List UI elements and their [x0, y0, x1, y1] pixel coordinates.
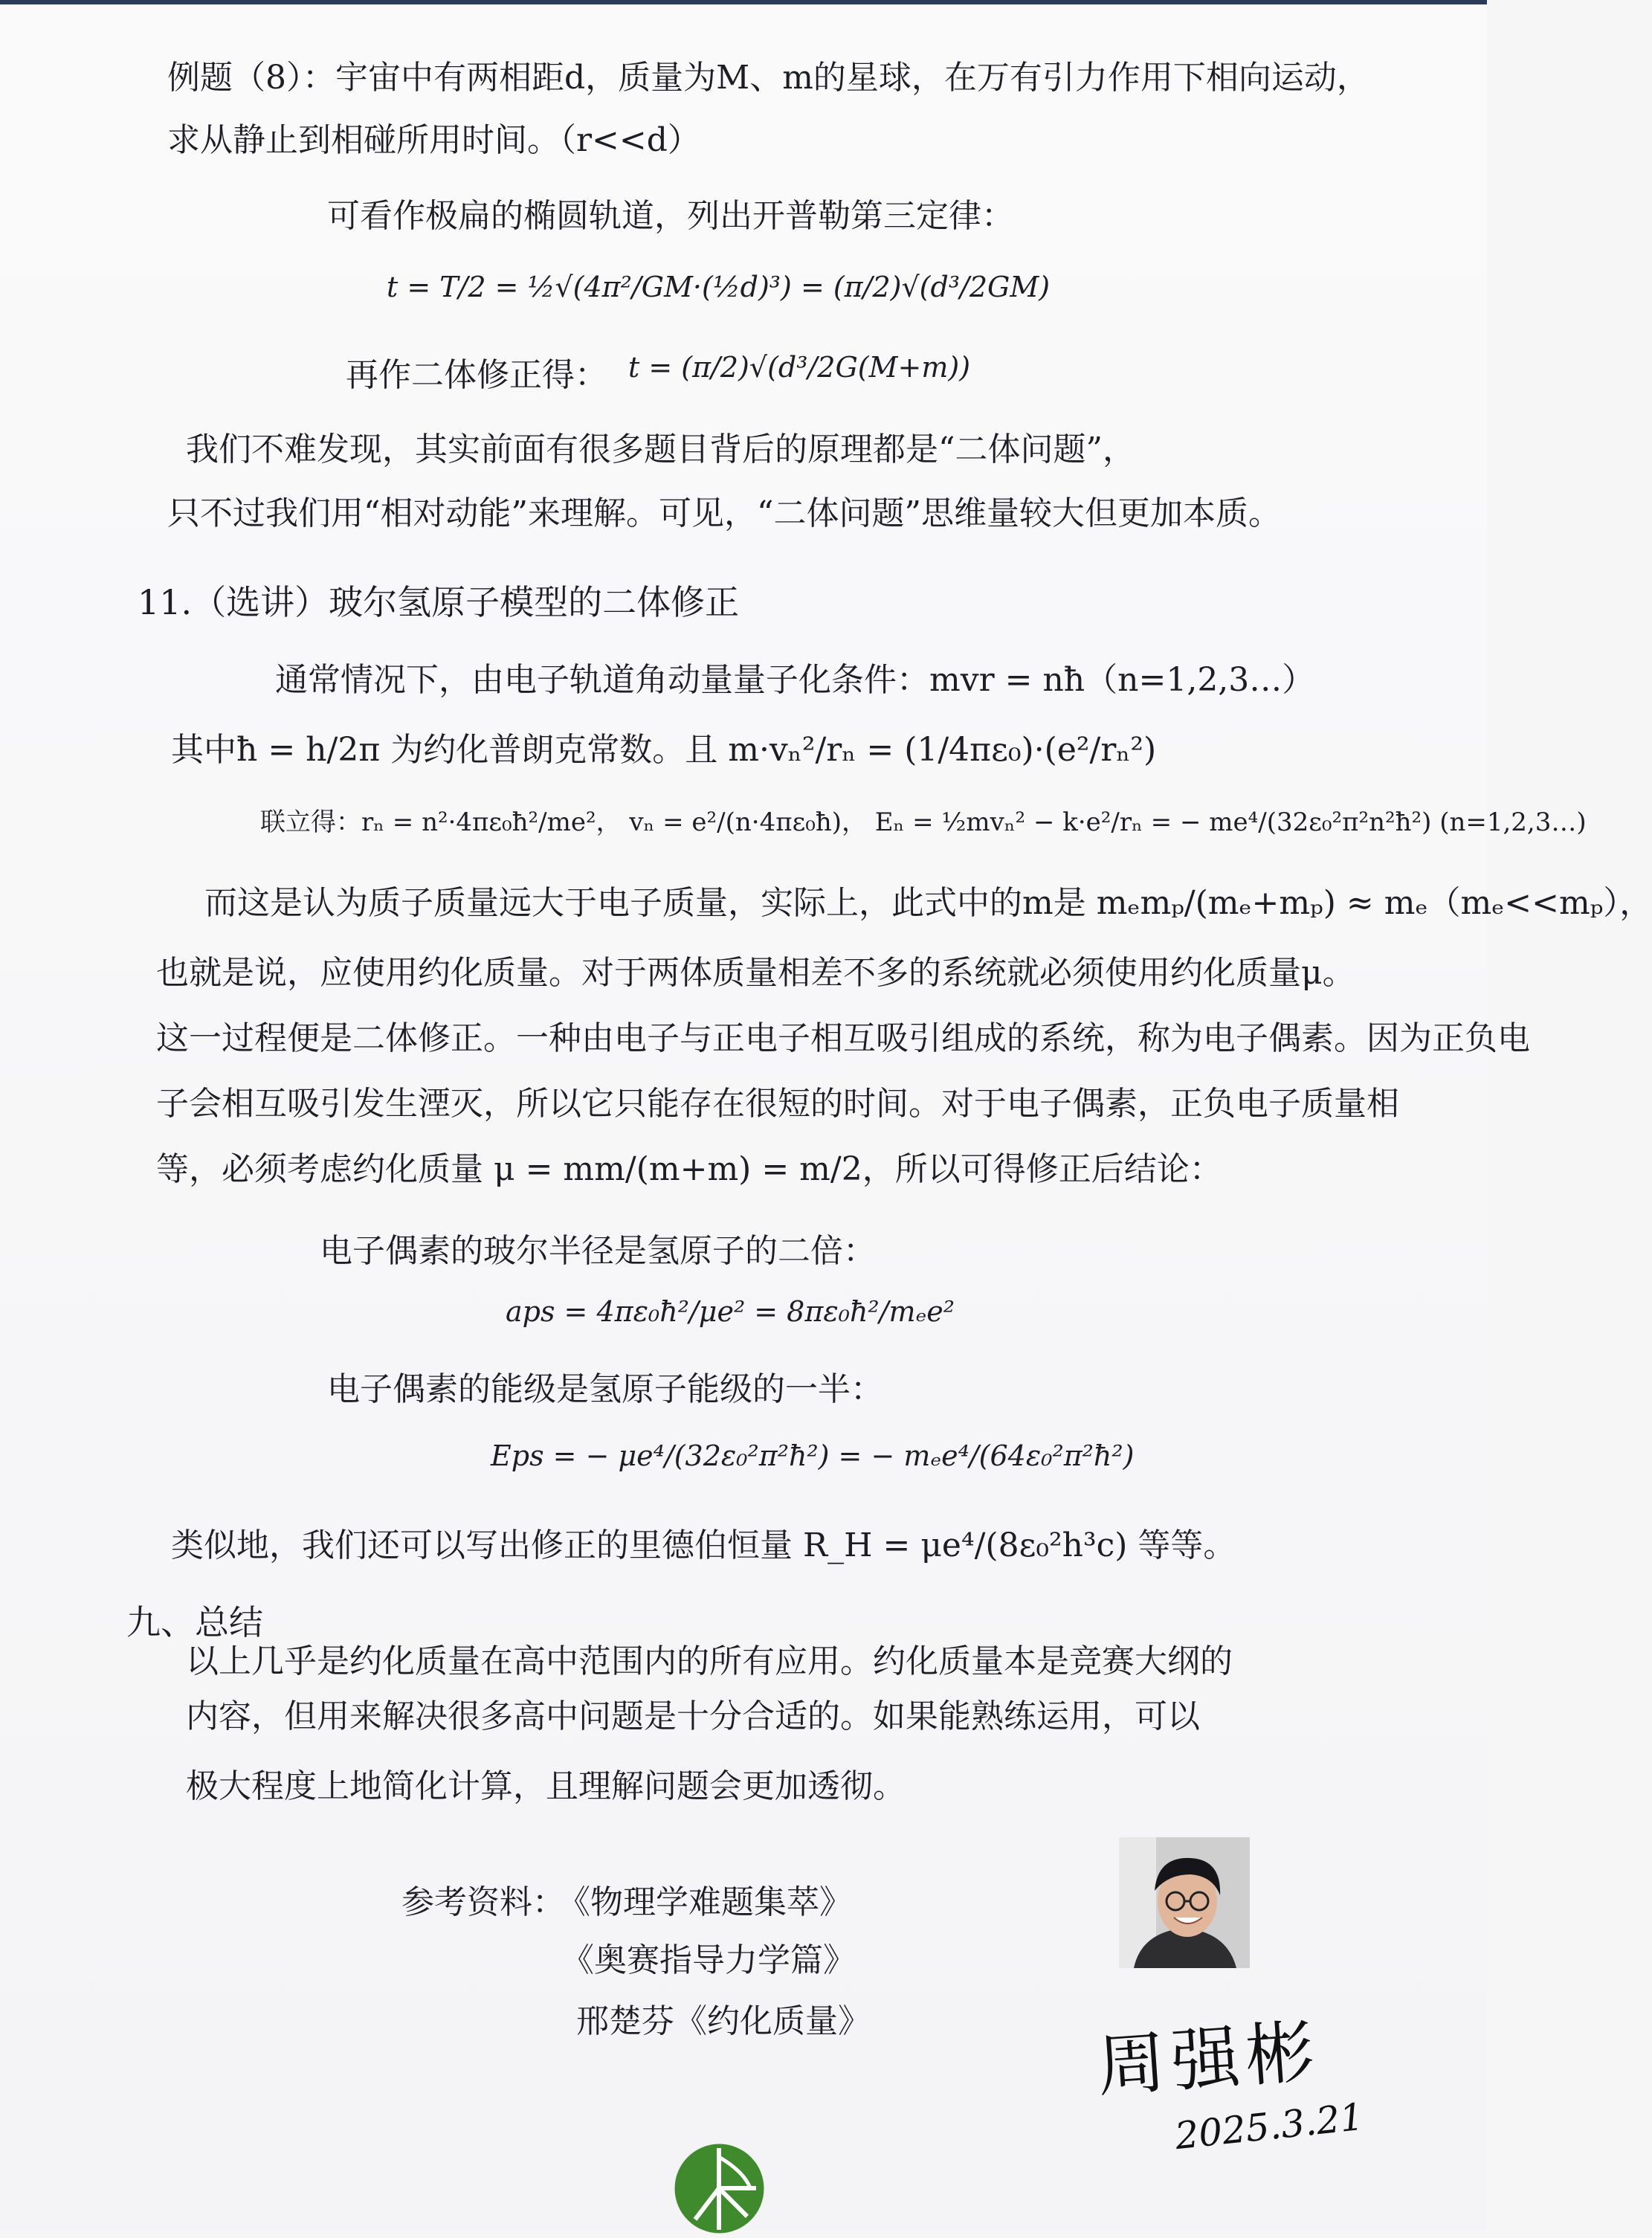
example8-line2: 求从静止到相碰所用时间。（r<<d）	[167, 121, 700, 159]
reference-3: 邢楚芬《约化质量》	[576, 2002, 871, 2040]
section11-line11: 类似地，我们还可以写出修正的里德伯恒量 R_H = μe⁴/(8ε₀²h³c) 等等。	[171, 1526, 1236, 1564]
section11-line6: 这一过程便是二体修正。一种由电子与正电子相互吸引组成的系统，称为电子偶素。因为正负电	[156, 1019, 1530, 1057]
example8-line5: 我们不难发现，其实前面有很多题目背后的原理都是“二体问题”，	[186, 430, 1135, 468]
section11-line5: 也就是说，应使用约化质量。对于两体质量相差不多的系统就必须使用约化质量μ。	[156, 954, 1355, 992]
author-photo-icon	[1119, 1837, 1250, 1968]
positronium-energy-equation: Eps = − μe⁴/(32ε₀²π²ħ²) = − mₑe⁴/(64ε₀²π²ħ²)	[491, 1439, 1135, 1472]
section11-line3: 联立得：rₙ = n²·4πε₀ħ²/me²， vₙ = e²/(n·4πε₀ħ)， Eₙ = ½mvₙ² − k·e²/rₙ = − me⁴/(32ε₀²π²n²ħ²) (n=1,2,3…)	[260, 807, 1587, 837]
section9-heading: 九、总结	[126, 1602, 263, 1642]
two-body-equation: t = (π/2)√(d³/2G(M+m))	[628, 351, 971, 384]
kepler-equation: t = T/2 = ½√(4π²/GM·(½d)³) = (π/2)√(d³/2GM)	[387, 271, 1051, 303]
two-body-label: 再作二体修正得：	[346, 356, 607, 394]
example8-line6: 只不过我们用“相对动能”来理解。可见，“二体问题”思维量较大但更加本质。	[167, 494, 1281, 532]
section11-line8: 等，必须考虑约化质量 μ = mm/(m+m) = m/2，所以可得修正后结论：	[156, 1150, 1222, 1188]
example8-line1: 例题（8）：宇宙中有两相距d，质量为M、m的星球，在万有引力作用下相向运动，	[167, 59, 1369, 97]
references-label: 参考资料：	[401, 1883, 565, 1921]
section11-line4: 而这是认为质子质量远大于电子质量，实际上，此式中的m是 mₑmₚ/(mₑ+mₚ) ≈ mₑ（mₑ<<mₚ），	[204, 884, 1652, 922]
summary-line3: 极大程度上地简化计算，且理解问题会更加透彻。	[186, 1767, 906, 1805]
summary-line2: 内容，但用来解决很多高中问题是十分合适的。如果能熟练运用，可以	[186, 1697, 1200, 1735]
author-signature: 周强彬	[1094, 2011, 1323, 2107]
handwritten-page	[0, 4, 1652, 2231]
section11-line9: 电子偶素的玻尔半径是氢原子的二倍：	[320, 1232, 876, 1270]
school-logo-icon	[673, 2142, 766, 2235]
reference-1: 《物理学难题集萃》	[558, 1883, 852, 1921]
section11-line1: 通常情况下，由电子轨道角动量量子化条件：mvr = nħ（n=1,2,3…）	[275, 661, 1315, 699]
summary-line1: 以上几乎是约化质量在高中范围内的所有应用。约化质量本是竞赛大纲的	[186, 1642, 1233, 1680]
section11-line2: 其中ħ = h/2π 为约化普朗克常数。且 m·vₙ²/rₙ = (1/4πε₀)·(e²/rₙ²)	[171, 731, 1157, 769]
signature-date: 2025.3.21	[1172, 2095, 1366, 2158]
example8-line3: 可看作极扁的椭圆轨道，列出开普勒第三定律：	[327, 197, 1014, 235]
section11-line7: 子会相互吸引发生湮灭，所以它只能存在很短的时间。对于电子偶素，正负电子质量相	[156, 1085, 1399, 1123]
reference-2: 《奥赛指导力学篇》	[561, 1941, 856, 1979]
author-avatar	[1119, 1837, 1250, 1968]
section11-line10: 电子偶素的能级是氢原子能级的一半：	[327, 1370, 883, 1408]
positronium-radius-equation: aps = 4πε₀ħ²/μe² = 8πε₀ħ²/mₑe²	[506, 1295, 955, 1328]
section11-heading: 11.（选讲）玻尔氢原子模型的二体修正	[138, 582, 740, 622]
